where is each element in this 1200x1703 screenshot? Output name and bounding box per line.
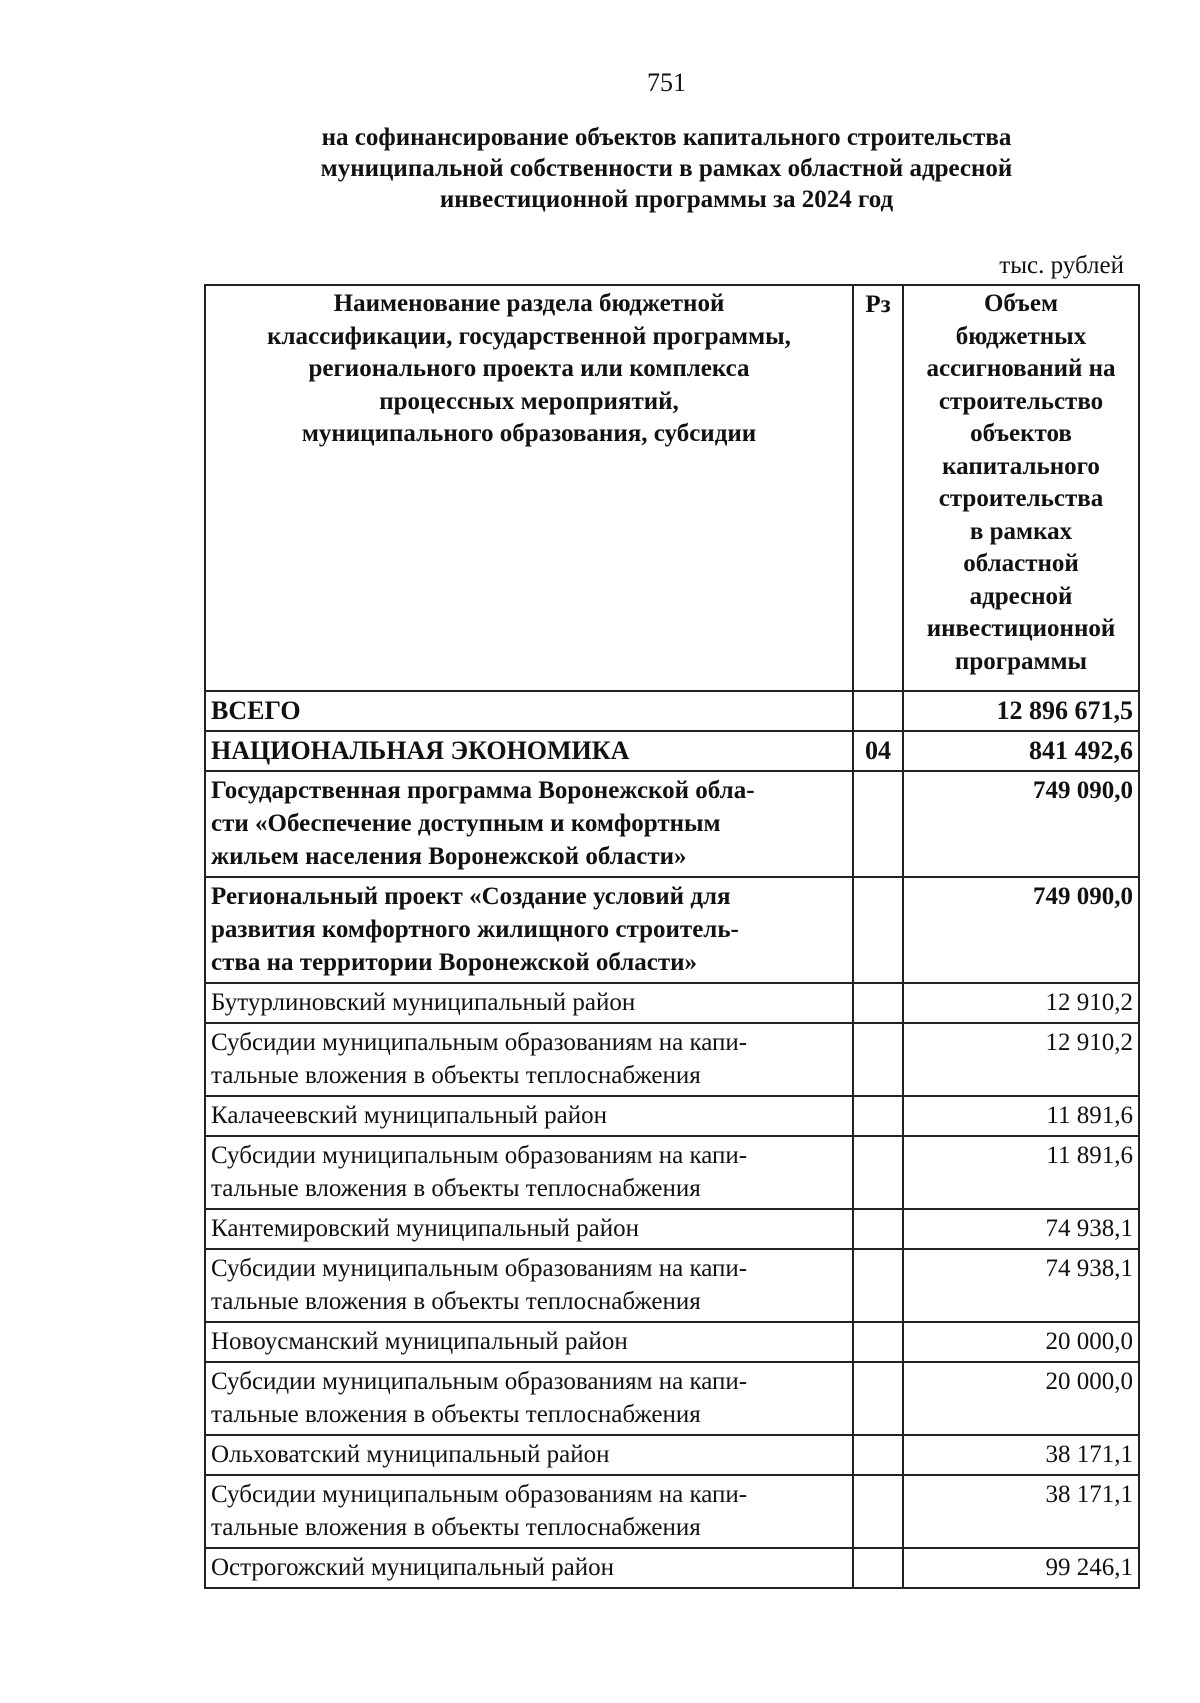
row-name-line: развития комфортного жилищного строитель- (211, 916, 739, 943)
row-name-line: тальные вложения в объекты теплоснабжения (211, 1514, 701, 1541)
row-name-cell (205, 1023, 853, 1096)
header-name-line: классификации, государственной программы, (267, 322, 791, 350)
row-name-cell (205, 1362, 853, 1435)
row-name-line: Субсидии муниципальным образованиям на капи- (211, 1142, 748, 1169)
title-line: на софинансирование объектов капитального строительства (321, 124, 1012, 151)
row-name-cell (205, 1435, 853, 1475)
row-amount-cell: 12 910,2 (903, 1023, 1139, 1096)
row-name-cell (205, 771, 853, 877)
row-name-cell (205, 1548, 853, 1588)
row-amount-cell: 11 891,6 (903, 1136, 1139, 1209)
row-name-line: ВСЕГО (211, 696, 301, 725)
header-amount-line: инвестиционной (926, 615, 1116, 642)
header-amount-line: бюджетных (955, 322, 1087, 350)
header-amount-line: капитального (942, 452, 1100, 480)
row-name-line: Калачеевский муниципальный район (211, 1102, 607, 1129)
row-rz-cell (853, 1322, 903, 1362)
header-amount-line: объектов (970, 420, 1072, 447)
header-name-line: муниципального образования, субсидии (301, 420, 757, 447)
row-name-line: Субсидии муниципальным образованиям на капи- (211, 1255, 748, 1282)
page-number: 751 (647, 68, 686, 97)
row-amount-cell: 99 246,1 (903, 1548, 1139, 1588)
row-name-line: Государственная программа Воронежской обла- (211, 777, 755, 804)
table-row (205, 731, 1139, 771)
row-rz-cell (853, 691, 903, 731)
row-name-cell (205, 1249, 853, 1322)
row-amount-cell: 74 938,1 (903, 1249, 1139, 1322)
table-row (205, 1249, 1139, 1322)
row-rz-cell (853, 1023, 903, 1096)
row-rz-cell (853, 1435, 903, 1475)
header-amount-line: адресной (969, 582, 1073, 610)
table-row (205, 1209, 1139, 1249)
header-amount-line: областной (963, 550, 1079, 577)
table-row (205, 1023, 1139, 1096)
table-row (205, 1475, 1139, 1548)
row-amount-cell: 749 090,0 (903, 771, 1139, 877)
row-rz-cell (853, 1362, 903, 1435)
row-rz-cell (853, 1548, 903, 1588)
row-rz-cell (853, 1209, 903, 1249)
row-rz-cell (853, 1475, 903, 1548)
table-row (205, 1136, 1139, 1209)
row-name-cell (205, 691, 853, 731)
row-rz-cell (853, 1096, 903, 1136)
units-label: тыс. рублей (999, 252, 1124, 279)
row-amount-cell: 841 492,6 (903, 731, 1139, 771)
row-name-line: Новоусманский муниципальный район (211, 1328, 628, 1355)
row-name-cell (205, 731, 853, 771)
title-line: муниципальной собственности в рамках областной адресной (320, 155, 1013, 182)
row-amount-cell: 38 171,1 (903, 1435, 1139, 1475)
row-name-cell (205, 1136, 853, 1209)
row-name-line: тальные вложения в объекты теплоснабжения (211, 1175, 701, 1202)
table-row (205, 1322, 1139, 1362)
header-amount-line: Объем (983, 290, 1059, 317)
budget-table (204, 284, 1140, 1589)
row-rz-cell (853, 1249, 903, 1322)
row-name-line: Кантемировский муниципальный район (211, 1215, 640, 1242)
row-name-cell (205, 1475, 853, 1548)
table-row (205, 983, 1139, 1023)
row-name-line: ства на территории Воронежской области» (211, 949, 698, 976)
row-name-cell (205, 1322, 853, 1362)
row-name-line: Ольховатский муниципальный район (211, 1441, 610, 1468)
row-amount-cell: 74 938,1 (903, 1209, 1139, 1249)
row-name-line: тальные вложения в объекты теплоснабжения (211, 1401, 701, 1428)
row-rz-cell: 04 (853, 731, 903, 771)
header-name-cell (205, 285, 853, 691)
row-name-cell (205, 1209, 853, 1249)
row-name-line: сти «Обеспечение доступным и комфортным (211, 810, 721, 837)
row-name-line: Субсидии муниципальным образованиям на капи- (211, 1029, 748, 1056)
row-rz-cell (853, 983, 903, 1023)
row-name-line: Бутурлиновский муниципальный район (211, 989, 636, 1016)
row-name-line: тальные вложения в объекты теплоснабжения (211, 1288, 701, 1315)
row-rz-cell (853, 1136, 903, 1209)
header-amount-cell (903, 285, 1139, 691)
table-header-row (205, 285, 1139, 691)
header-name-line: регионального проекта или комплекса (308, 355, 750, 382)
row-name-line: НАЦИОНАЛЬНАЯ ЭКОНОМИКА (211, 736, 630, 765)
row-name-line: Острогожский муниципальный район (211, 1554, 615, 1581)
table-row (205, 1096, 1139, 1136)
document-title (240, 122, 1093, 215)
table-row (205, 771, 1139, 877)
row-name-line: Субсидии муниципальным образованиям на капи- (211, 1481, 748, 1508)
table-row (205, 1435, 1139, 1475)
header-name-line: Наименование раздела бюджетной (333, 290, 725, 317)
row-name-line: тальные вложения в объекты теплоснабжения (211, 1062, 701, 1089)
row-name-cell (205, 1096, 853, 1136)
row-name-line: жильем населения Воронежской области» (211, 843, 687, 870)
row-amount-cell: 38 171,1 (903, 1475, 1139, 1548)
header-rz-cell: Рз (853, 285, 903, 691)
row-name-line: Региональный проект «Создание условий для (211, 883, 731, 910)
header-amount-line: в рамках (969, 517, 1073, 545)
row-rz-cell (853, 771, 903, 877)
row-amount-cell: 12 910,2 (903, 983, 1139, 1023)
row-amount-cell: 11 891,6 (903, 1096, 1139, 1136)
title-line: инвестиционной программы за 2024 год (439, 186, 894, 213)
row-amount-cell: 20 000,0 (903, 1362, 1139, 1435)
table-row (205, 1362, 1139, 1435)
row-name-cell (205, 877, 853, 983)
header-amount-line: программы (954, 647, 1088, 675)
header-amount-line: ассигнований на (926, 355, 1116, 382)
table-row (205, 877, 1139, 983)
table-row (205, 1548, 1139, 1588)
table-body (205, 691, 1139, 1588)
row-name-line: Субсидии муниципальным образованиям на капи- (211, 1368, 748, 1395)
header-name-line: процессных мероприятий, (379, 387, 679, 415)
row-amount-cell: 12 896 671,5 (903, 691, 1139, 731)
header-amount-line: строительство (938, 387, 1104, 415)
table-row (205, 691, 1139, 731)
row-rz-cell (853, 877, 903, 983)
header-amount-line: строительства (938, 485, 1104, 512)
row-amount-cell: 20 000,0 (903, 1322, 1139, 1362)
row-amount-cell: 749 090,0 (903, 877, 1139, 983)
row-name-cell (205, 983, 853, 1023)
